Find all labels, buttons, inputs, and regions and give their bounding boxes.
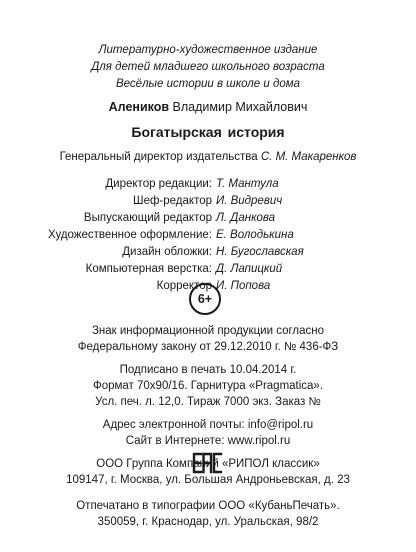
eac-conformity-mark <box>192 452 224 474</box>
info-sign-line-1: Знак информационной продукции согласно <box>91 325 325 337</box>
credit-name: Д. Лапицкий <box>216 263 283 275</box>
credit-role: Художественное оформление: <box>48 229 212 241</box>
credit-name: Л. Данкова <box>216 212 276 224</box>
credit-name: И. Видревич <box>216 195 283 207</box>
credit-name: Н. Бугославская <box>216 246 304 258</box>
publisher-name: ООО Группа Компаний «РИПОЛ классик» <box>96 458 320 470</box>
credit-row <box>0 261 416 278</box>
credit-row <box>0 210 416 227</box>
credit-role: Директор редакции: <box>105 178 212 190</box>
website-line: Сайт в Интернете: www.ripol.ru <box>125 435 291 447</box>
series-line-2: Для детей младшего школьного возраста <box>91 61 325 73</box>
print-info-line-2: Формат 70х90/16. Гарнитура «Pragmatica». <box>92 380 324 392</box>
credit-name: Е. Володькина <box>216 229 294 241</box>
credit-row <box>0 227 416 244</box>
credit-row <box>0 193 416 210</box>
print-info-line-1: Подписано в печать 10.04.2014 г. <box>119 364 297 376</box>
credit-role: Выпускающий редактор <box>83 212 212 224</box>
author-name <box>0 100 416 114</box>
printer-line-1: Отпечатано в типографии ООО «КубаньПечать». <box>76 500 340 512</box>
publisher-address: 109147, г. Москва, ул. Большая Андроньевская, д. 23 <box>66 474 350 486</box>
print-info-line-3: Усл. печ. л. 12,0. Тираж 7000 экз. Заказ № <box>95 396 321 408</box>
author-given-names: Владимир Михайлович <box>172 100 308 114</box>
age-rating-badge: 6+ <box>189 283 221 315</box>
author-surname: Алеников <box>108 100 170 114</box>
credit-role: Корректор <box>156 280 212 292</box>
general-director-name: С. М. Макаренков <box>260 151 357 163</box>
credit-role: Дизайн обложки: <box>122 246 212 258</box>
credit-role: Шеф-редактор <box>133 195 212 207</box>
credit-role: Компьютерная верстка: <box>85 263 212 275</box>
printer-line-2: 350059, г. Краснодар, ул. Уральская, 98/2 <box>97 516 319 528</box>
book-title: Богатырская история <box>131 124 285 140</box>
email-line: Адрес электронной почты: info@ripol.ru <box>102 419 314 431</box>
credits-list <box>0 176 416 295</box>
series-line-1: Литературно-художественное издание <box>98 44 318 56</box>
info-sign-line-2: Федеральному закону от 29.12.2010 г. № 436-ФЗ <box>77 341 339 353</box>
series-line-3: Весёлые истории в школе и дома <box>115 78 300 90</box>
credit-name: И. Попова <box>216 280 271 292</box>
credit-name: Т. Мантула <box>216 178 279 190</box>
general-director-line <box>0 151 416 163</box>
general-director-role: Генеральный директор издательства <box>59 151 258 163</box>
credit-row <box>0 244 416 261</box>
credit-row <box>0 176 416 193</box>
